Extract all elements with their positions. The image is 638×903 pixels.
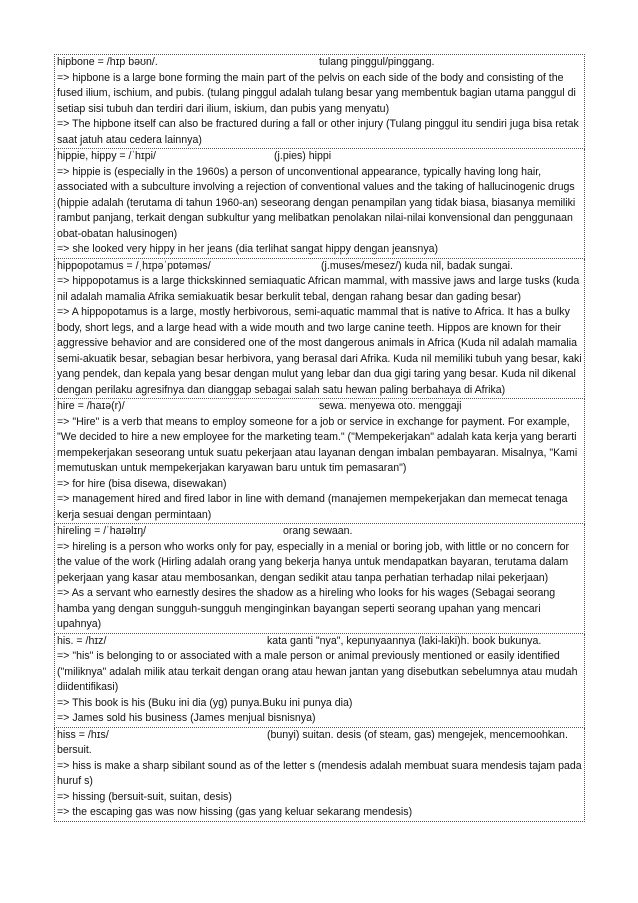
entry-definition: (j.pies) hippi [274,150,332,162]
entry-line: => As a servant who earnestly desires the shadow as a hireling who looks for his wages (Sebagai seorang hamba yang dengan sungguh-sungguh menginginkan bayangan seperti seorang upahan yang mencari upahnya) [57,587,556,630]
entry-line: => hippie is (especially in the 1960s) a person of unconventional appearance, typically having long hair, associated with a subculture involving a rejection of conventional values and the taking of hallucinogenic drugs (hippie adalah (terutama di tahun 1960-an) seseorang dengan penampilan yang tidak biasa, biasanya memiliki rambut panjang, terkait dengan subkultur yang melibatkan penolakan nilai-nilai konvensional dan penggunaan obat-obatan halusinogen) [57,165,576,240]
entry-his [54,634,585,728]
entry-head [57,634,582,650]
entry-definition: kata ganti "nya", kepunyaannya (laki-laki)h. book bukunya. [267,634,542,647]
entry-head [57,149,582,165]
entry-term: hippie, hippy = /ˈhɪpi/ [57,150,156,162]
entry-line: => she looked very hippy in her jeans (dia terlihat sangat hippy dengan jeansnya) [57,243,439,255]
entry-definition: orang sewaan. [283,525,353,537]
entry-line: => hireling is a person who works only for pay, especially in a menial or boring job, with little or no concern for the value of the work (Hirling adalah orang yang bekerja hanya untuk mendapatkan bayaran, terutama dalam pekerjaan yang kasar atau membosankan, dengan sedikit atau tanpa perhatian terhadap nilai pekerjaan) [57,540,570,584]
entry-line: => The hipbone itself can also be fractured during a fall or other injury (Tulang pinggul itu sendiri juga bisa retak saat jatuh atau cedera lainnya) [57,118,579,146]
entry-head [57,55,582,71]
entry-head [57,399,582,415]
entry-line: => hippopotamus is a large thickskinned semiaquatic African mammal, with massive jaws and large tusks (kuda nil adalah mamalia Afrika semiakuatik besar berkulit tebal, dengan rahang besar dan gading besar) [57,275,580,303]
entry-term: hiss = /hɪs/ [57,728,109,741]
entry-line: => This book is his (Buku ini dia (yg) punya.Buku ini punya dia) [57,696,353,709]
entry-definition: (j.muses/mesez/) kuda nil, badak sungai. [321,259,513,272]
entry-definition: (bunyi) suitan. desis (of steam, gas) mengejek, mencemoohkan. bersuit. [57,728,568,756]
entry-definition: sewa. menyewa oto. menggaji [319,400,462,412]
entry-line: => hiss is make a sharp sibilant sound as of the letter s (mendesis adalah membuat suara mendesis tajam pada huruf s) [57,759,582,787]
entry-line: => "Hire" is a verb that means to employ someone for a job or service in exchange for payment. For example, "We decided to hire a new employee for the marketing team." ("Mempekerjakan" adalah kata kerja yang berarti mempekerjakan seseorang untuk suatu pekerjaan atau layanan dengan imbalan pembayaran. Misalnya, "Kami memutuskan untuk mempekerjakan karyawan baru untuk tim pemasaran") [57,415,578,474]
entry-head [57,524,582,540]
entry-line: => A hippopotamus is a large, mostly herbivorous, semi-aquatic mammal that is native to Africa. It has a bulky body, short legs, and a large head with a wide mouth and two large canine teeth. Hippos are known for their aggressive behavior and are considered one of the most dangerous animals in Africa (Kuda nil adalah mamalia semi-akuatik besar, sebagian besar herbivora, yang berasal dari Afrika. Kuda nil memiliki tubuh yang besar, kaki yang pendek, dan kepala yang besar dengan mulut yang lebar dan dua gigi taring yang besar. Kuda nil dikenal dengan perilaku agresifnya dan dianggap sebagai salah satu hewan paling berbahaya di Afrika) [57,306,582,396]
entry-hireling [54,524,585,634]
entry-line: => the escaping gas was now hissing (gas yang keluar sekarang mendesis) [57,806,413,818]
entry-hippie [54,149,585,259]
entry-head [57,728,582,759]
entry-term: hippopotamus = /ˌhɪpəˈpɒtəməs/ [57,259,211,272]
entry-hipbone [54,54,585,149]
entry-term: his. = /hɪz/ [57,634,107,647]
entry-line: => management hired and fired labor in line with demand (manajemen mempekerjakan dan memecat tenaga kerja sesuai dengan permintaan) [57,493,568,521]
dictionary-page [54,54,585,822]
entry-term: hire = /haɪə(r)/ [57,400,125,412]
entry-term: hipbone = /hɪp bəʊn/. [57,56,158,68]
entry-hire [54,399,585,524]
entry-line: => hissing (bersuit-suit, suitan, desis) [57,790,232,803]
entry-head [57,259,582,275]
entry-line: => James sold his business (James menjual bisnisnya) [57,712,316,724]
entry-line: => hipbone is a large bone forming the main part of the pelvis on each side of the body and consisting of the fused ilium, ischium, and pubis. (tulang pinggul adalah tulang besar yang membentuk bagian utama panggul di setiap sisi tubuh dan terdiri dari ilium, iskium, dan pubis yang menyatu) [57,71,576,115]
entry-hippopotamus [54,259,585,400]
entry-line: => "his" is belonging to or associated with a male person or animal previously mentioned or easily identified ("miliknya" adalah milik atau terkait dengan orang atau hewan jantan yang disebutkan sebelumnya atau mudah diidentifikasi) [57,650,578,693]
entry-line: => for hire (bisa disewa, disewakan) [57,477,227,490]
entry-term: hireling = /ˈhaɪəlɪŋ/ [57,525,147,537]
entry-definition: tulang pinggul/pinggang. [319,56,435,68]
entry-hiss [54,728,585,822]
